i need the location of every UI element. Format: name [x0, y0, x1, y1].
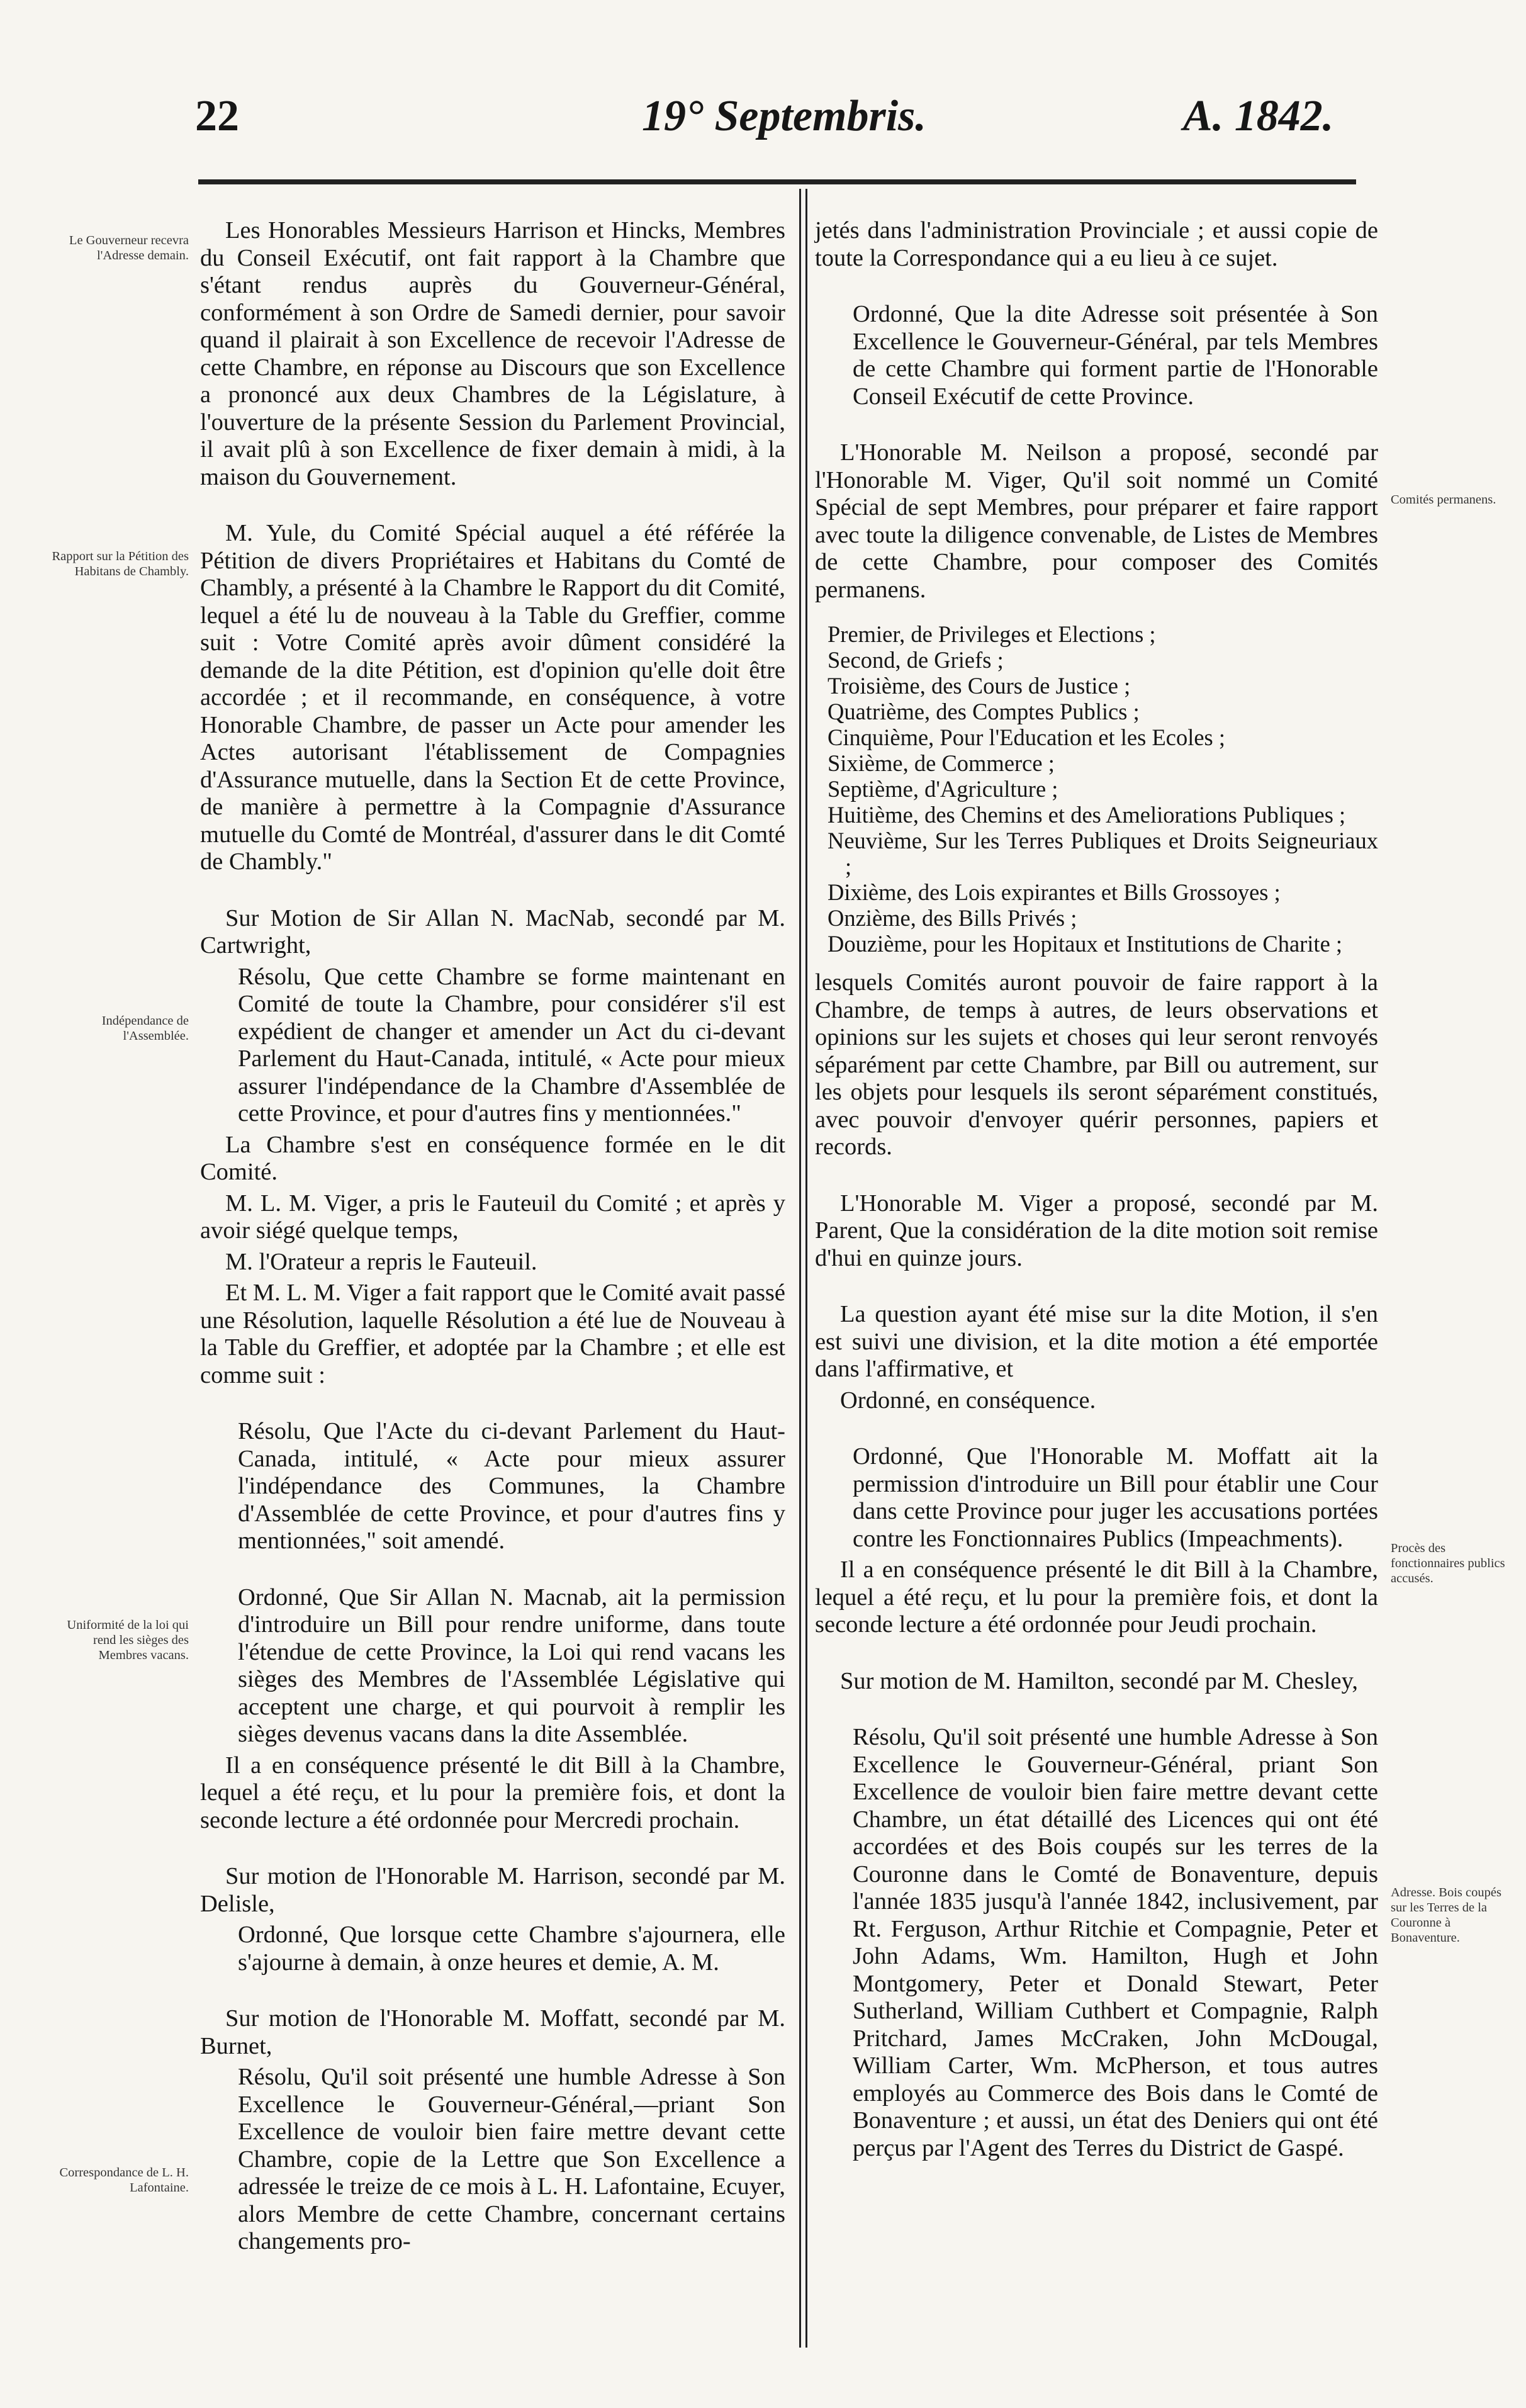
committee-item: Huitième, des Chemins et des Ameliorations Publiques ;	[828, 802, 1346, 828]
margin-note-adresse-bois: Adresse. Bois coupés sur les Terres de la Couronne à Bonaventure.	[1391, 1886, 1501, 1945]
paragraph: Ordonné, Que la dite Adresse soit présentée à Son Excellence le Gouverneur-Général, par tels Membres de cette Chambre qui forment partie de l'Honorable Conseil Exécutif de cette Province.	[853, 301, 1378, 410]
paragraph: Et M. L. M. Viger a fait rapport que le Comité avait passé une Résolution, laquelle Résolution a été lue de Nouveau à la Table du Greffier, et adoptée par la Chambre ; et elle est comme suit :	[200, 1280, 785, 1388]
margin-note-uniformite: Uniformité de la loi qui rend les sièges des Membres vacans.	[67, 1618, 189, 1662]
paragraph: La Chambre s'est en conséquence formée en le dit Comité.	[200, 1131, 785, 1185]
running-head-year: A. 1842.	[1183, 92, 1334, 140]
left-column	[200, 217, 785, 2285]
paragraph: Sur Motion de Sir Allan N. MacNab, secondé par M. Cartwright,	[200, 904, 785, 959]
paragraph: Il a en conséquence présenté le dit Bill à la Chambre, lequel a été reçu, et lu pour la première fois, et dont la seconde lecture a été ordonnée pour Jeudi prochain.	[815, 1556, 1378, 1638]
committee-item: Onzième, des Bills Privés ;	[828, 905, 1077, 931]
paragraph: Les Honorables Messieurs Harrison et Hincks, Membres du Conseil Exécutif, ont fait rapport à la Chambre que s'étant rendus auprès du Gouverneur-Général, conformément à son Ordre de Samedi dernier, pour savoir quand il plairait à son Excellence de recevoir l'Adresse de cette Chambre, en réponse au Discours que son Excellence a prononcé aux deux Chambres de la Législature, à l'ouverture de la présente Session du Parlement Provincial, il avait plû à son Excellence de fixer demain à midi, à la maison du Gouvernement.	[200, 217, 785, 490]
paragraph: Ordonné, en conséquence.	[840, 1387, 1096, 1414]
committee-item: Sixième, de Commerce ;	[828, 750, 1055, 776]
paragraph: M. Yule, du Comité Spécial auquel a été référée la Pétition de divers Propriétaires et Habitans du Comté de Chambly, a présenté à la Chambre le Rapport du dit Comité, lequel a été lu de nouveau à la Table du Greffier, comme suit : Votre Comité après avoir dûment considéré la demande de la dite Pétition, est d'opinion qu'elle doit être accordée ; et il recommande, en conséquence, à votre Honorable Chambre, de passer un Acte pour amender les Actes autorisant l'établissement de Compagnies d'Assurance mutuelle, dans la Section Et de cette Province, de manière à permettre à la Compagnie d'Assurance mutuelle du Comté de Montréal, d'assurer dans le dit Comté de Chambly."	[200, 520, 785, 875]
header-rule	[198, 179, 1356, 184]
paragraph: Sur motion de M. Hamilton, secondé par M. Chesley,	[840, 1667, 1358, 1694]
paragraph: L'Honorable M. Neilson a proposé, secondé par l'Honorable M. Viger, Qu'il soit nommé un Comité Spécial de sept Membres, pour préparer et faire rapport avec toute la diligence convenable, de Listes de Membres de cette Chambre, pour composer des Comités permanens.	[815, 439, 1378, 603]
paragraph: La question ayant été mise sur la dite Motion, il s'en est suivi une division, et la dite motion a été emportée dans l'affirmative, et	[815, 1301, 1378, 1382]
committee-item: Second, de Griefs ;	[828, 647, 1004, 673]
paragraph: Ordonné, Que l'Honorable M. Moffatt ait la permission d'introduire un Bill pour établir une Cour dans cette Province pour juger les accusations portées contre les Fonctionnaires Publics (Impeachments).	[853, 1443, 1378, 1552]
margin-note-proces: Procès des fonctionnaires publics accusés.	[1391, 1541, 1505, 1585]
committee-item: Troisième, des Cours de Justice ;	[828, 673, 1131, 699]
paragraph: Résolu, Qu'il soit présenté une humble Adresse à Son Excellence le Gouverneur-Général, priant Son Excellence de vouloir bien faire mettre devant cette Chambre, un état détaillé des Licences qui ont été accordées et des Bois coupés sur les terres de la Couronne dans le Comté de Bonaventure, depuis l'année 1835 jusqu'à l'année 1842, inclusivement, par Rt. Ferguson, Arthur Ritchie et Compagnie, Peter et John Adams, Wm. Hamilton, Hugh et John Montgomery, Peter et Donald Stewart, Peter Sutherland, William Cuthbert et Compagnie, Ralph Pritchard, James McCraken, John McDougal, William Carter, Wm. McPherson, et tous autres employés au Commerce des Bois dans le Comté de Bonaventure ; et aussi, un état des Deniers qui ont été perçus par l'Agent des Terres du District de Gaspé.	[853, 1724, 1378, 2161]
paragraph: Résolu, Qu'il soit présenté une humble Adresse à Son Excellence le Gouverneur-Général,—priant Son Excellence de vouloir bien faire mettre devant cette Chambre, copie de la Lettre que Son Excellence a adressée le treize de ce mois à L. H. Lafontaine, Ecuyer, alors Membre de cette Chambre, concernant certains changements pro-	[238, 2064, 785, 2254]
paragraph: Ordonné, Que Sir Allan N. Macnab, ait la permission d'introduire un Bill pour rendre uniforme, dans toute l'étendue de cette Province, la Loi qui rend vacans les sièges des Membres de l'Assemblée Législative qui acceptent une charge, et qui pourvoit à remplir les sièges devenus vacans dans la dite Assemblée.	[238, 1584, 785, 1747]
paragraph: Il a en conséquence présenté le dit Bill à la Chambre, lequel a été reçu, et lu pour la première fois, et dont la seconde lecture a été ordonnée pour Mercredi prochain.	[200, 1752, 785, 1833]
margin-note-comites: Comités permanens.	[1391, 493, 1496, 507]
running-head-date: 19° Septembris.	[642, 92, 926, 140]
committee-item: Cinquième, Pour l'Education et les Ecoles ;	[828, 724, 1226, 750]
paragraph: Sur motion de l'Honorable M. Harrison, secondé par M. Delisle,	[200, 1863, 785, 1917]
paragraph: L'Honorable M. Viger a proposé, secondé par M. Parent, Que la considération de la dite motion soit remise d'hui en quinze jours.	[815, 1190, 1378, 1271]
margin-note-gouverneur: Le Gouverneur recevra l'Adresse demain.	[69, 233, 189, 262]
paragraph: Résolu, Que cette Chambre se forme maintenant en Comité de toute la Chambre, pour considérer s'il est expédient de changer et amender un Act du ci-devant Parlement du Haut-Canada, intitulé, « Acte pour mieux assurer l'indépendance de la Chambre d'Assemblée de cette Province, et pour d'autres fins y mentionnées."	[238, 963, 785, 1127]
paragraph: Sur motion de l'Honorable M. Moffatt, secondé par M. Burnet,	[200, 2005, 785, 2059]
paragraph: jetés dans l'administration Provinciale ; et aussi copie de toute la Correspondance qui a eu lieu à ce sujet.	[815, 217, 1378, 271]
right-column	[815, 217, 1378, 2191]
committee-item: Douzième, pour les Hopitaux et Institutions de Charite ;	[828, 931, 1343, 957]
page-number: 22	[195, 92, 239, 140]
margin-note-rapport-chambly: Rapport sur la Pétition des Habitans de Chambly.	[52, 549, 189, 578]
margin-note-independance: Indépendance de l'Assemblée.	[101, 1014, 189, 1043]
column-divider	[799, 189, 801, 2348]
paragraph: Ordonné, Que lorsque cette Chambre s'ajournera, elle s'ajourne à demain, à onze heures et demie, A. M.	[238, 1921, 785, 1976]
committee-list	[815, 621, 1378, 957]
paragraph: M. l'Orateur a repris le Fauteuil.	[225, 1248, 537, 1275]
paragraph: M. L. M. Viger, a pris le Fauteuil du Comité ; et après y avoir siégé quelque temps,	[200, 1190, 785, 1244]
paragraph: Résolu, Que l'Acte du ci-devant Parlement du Haut-Canada, intitulé, « Acte pour mieux assurer l'indépendance des Communes, la Chambre d'Assemblée de cette Province, et pour d'autres fins y mentionnées," soit amendé.	[238, 1418, 785, 1554]
paragraph: lesquels Comités auront pouvoir de faire rapport à la Chambre, de temps à autres, de leurs observations et opinions sur les sujets et choses qui leur seront renvoyés séparément par cette Chambre, par Bill ou autrement, sur les objets pour lesquels ils seront séparément constitués, avec pouvoir d'envoyer quérir personnes, papiers et records.	[815, 969, 1378, 1160]
margin-note-correspondance: Correspondance de L. H. Lafontaine.	[59, 2166, 189, 2195]
committee-item: Neuvième, Sur les Terres Publiques et Droits Seigneuriaux ;	[828, 828, 1378, 879]
column-divider	[805, 189, 807, 2348]
committee-item: Quatrième, des Comptes Publics ;	[828, 699, 1140, 724]
committee-item: Dixième, des Lois expirantes et Bills Grossoyes ;	[828, 879, 1281, 905]
committee-item: Septième, d'Agriculture ;	[828, 776, 1058, 802]
committee-item: Premier, de Privileges et Elections ;	[828, 621, 1156, 647]
